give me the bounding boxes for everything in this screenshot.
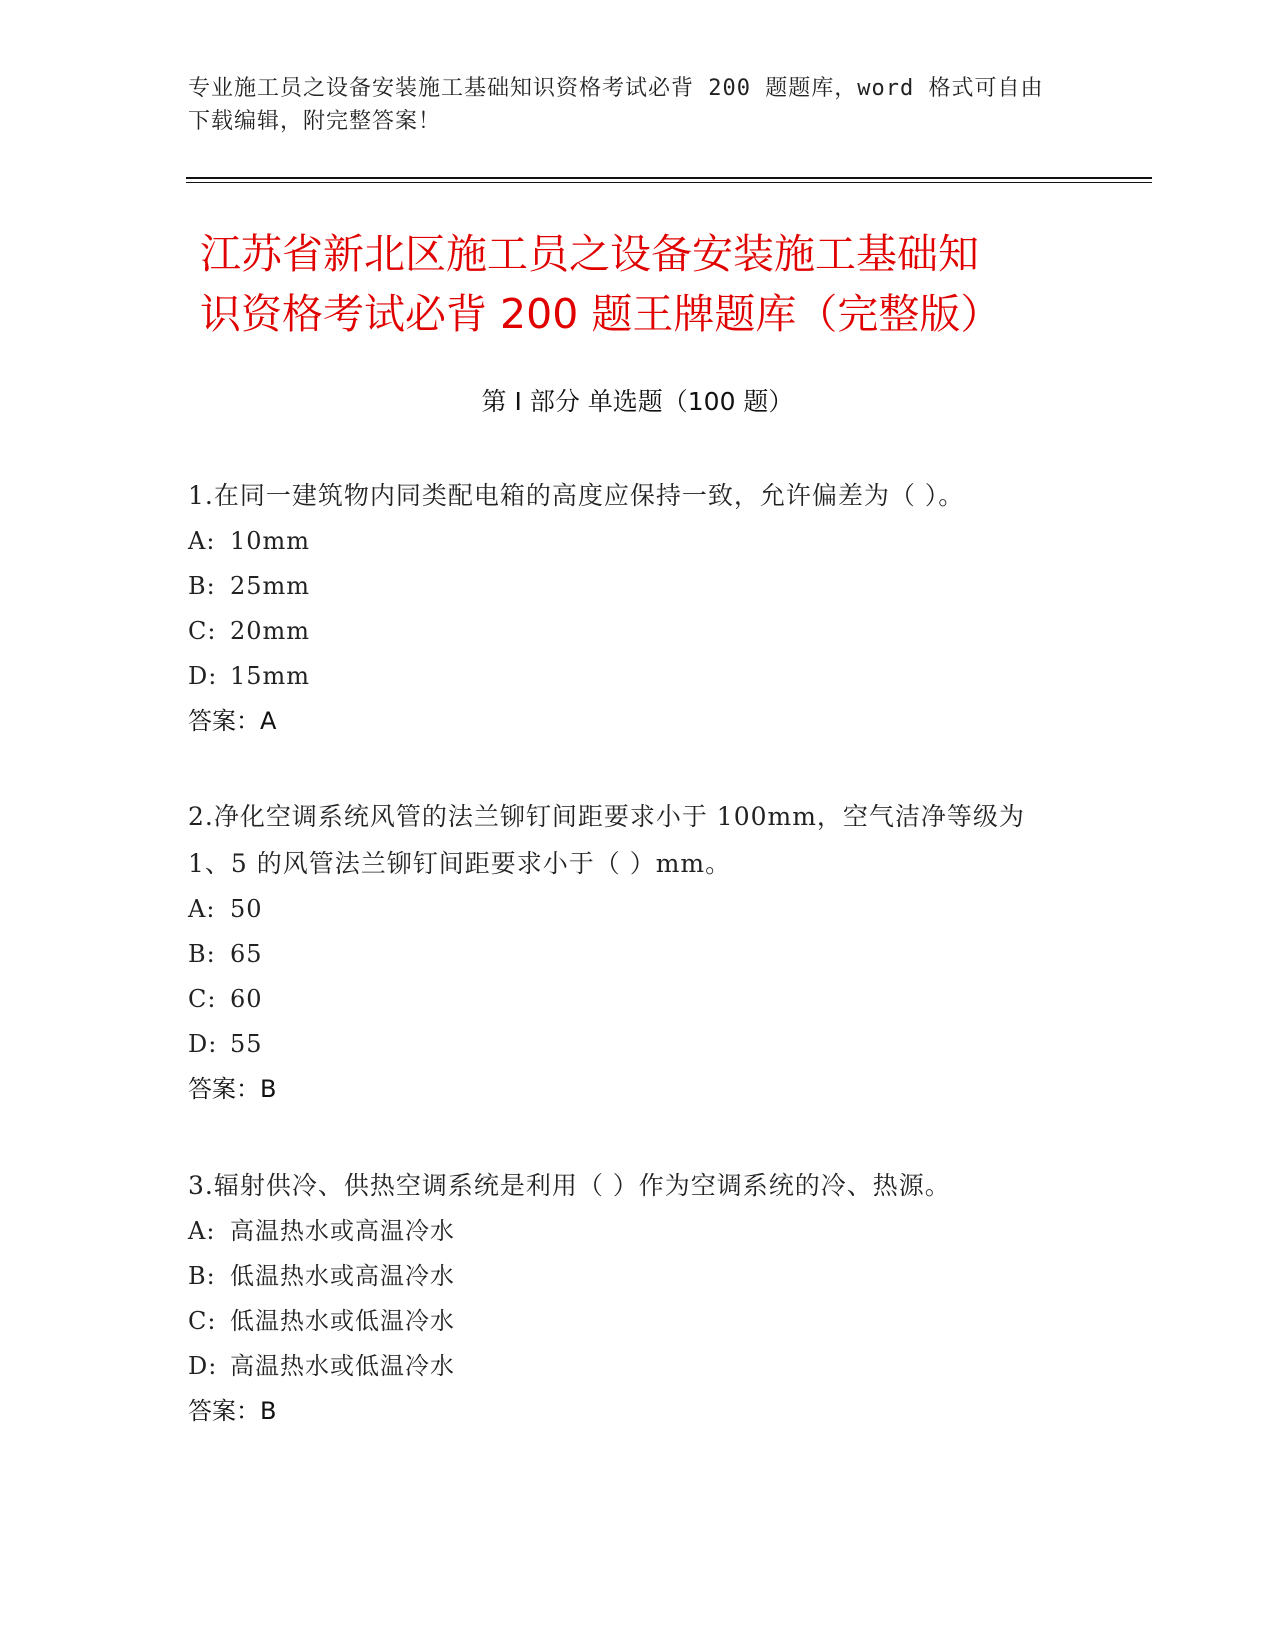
question-option: [188, 932, 1088, 977]
question-stem-line: 2.净化空调系统风管的法兰铆钉间距要求小于 100mm，空气洁净等级为: [188, 802, 1025, 831]
question-stem-line: 1.在同一建筑物内同类配电箱的高度应保持一致，允许偏差为（ ）。: [188, 481, 965, 510]
option-text: 低温热水或低温冷水: [230, 1307, 455, 1335]
question-option: [188, 654, 1088, 699]
option-letter: A:: [188, 527, 216, 555]
question-option: [188, 1344, 1088, 1389]
header-note-line: 专业施工员之设备安装施工基础知识资格考试必背 200 题题库，word 格式可自由: [188, 76, 1044, 101]
option-text: 60: [230, 985, 263, 1013]
question-block: [188, 472, 1088, 744]
question-answer: 答案：B: [188, 1075, 277, 1103]
question-stem-line: 3.辐射供冷、供热空调系统是利用（ ）作为空调系统的冷、热源。: [188, 1171, 951, 1200]
question-option: [188, 564, 1088, 609]
option-letter: B:: [188, 1262, 216, 1290]
option-text: 25mm: [230, 572, 311, 600]
option-text: 低温热水或高温冷水: [230, 1262, 455, 1290]
option-letter: C:: [188, 1307, 217, 1335]
document-title-line: 识资格考试必背 200 题王牌题库（完整版）: [200, 290, 1002, 338]
header-note: [188, 72, 1068, 138]
question-stem: [188, 472, 1088, 519]
option-text: 高温热水或高温冷水: [230, 1217, 455, 1245]
header-note-line: 下载编辑，附完整答案！: [188, 109, 442, 134]
question-answer: 答案：B: [188, 1397, 277, 1425]
document-title: [200, 224, 1100, 344]
header-divider-thick: [186, 177, 1152, 179]
question-option: [188, 977, 1088, 1022]
question-option: [188, 887, 1088, 932]
document-title-line: 江苏省新北区施工员之设备安装施工基础知: [200, 230, 979, 278]
option-letter: D:: [188, 662, 218, 690]
question-option: [188, 519, 1088, 564]
option-text: 50: [230, 895, 263, 923]
header-divider-thin: [186, 182, 1152, 183]
section-title: 第 I 部分 单选题（100 题）: [481, 387, 794, 416]
question-stem: [188, 1162, 1088, 1209]
question-option: [188, 1209, 1088, 1254]
option-text: 15mm: [230, 662, 311, 690]
option-letter: D:: [188, 1030, 218, 1058]
question-option: [188, 1299, 1088, 1344]
option-letter: B:: [188, 940, 216, 968]
option-text: 65: [230, 940, 263, 968]
option-text: 55: [230, 1030, 263, 1058]
question-stem: [188, 793, 1088, 887]
question-option: [188, 609, 1088, 654]
option-letter: A:: [188, 895, 216, 923]
question-block: [188, 793, 1088, 1112]
option-text: 10mm: [230, 527, 311, 555]
question-option: [188, 1022, 1088, 1067]
option-letter: A:: [188, 1217, 216, 1245]
option-letter: D:: [188, 1352, 218, 1380]
option-letter: C:: [188, 617, 217, 645]
option-text: 高温热水或低温冷水: [230, 1352, 455, 1380]
question-option: [188, 1254, 1088, 1299]
question-block: [188, 1162, 1088, 1434]
option-text: 20mm: [230, 617, 311, 645]
question-answer: 答案：A: [188, 707, 277, 735]
option-letter: B:: [188, 572, 216, 600]
option-letter: C:: [188, 985, 217, 1013]
question-stem-line: 1、5 的风管法兰铆钉间距要求小于（ ）mm。: [188, 849, 732, 878]
